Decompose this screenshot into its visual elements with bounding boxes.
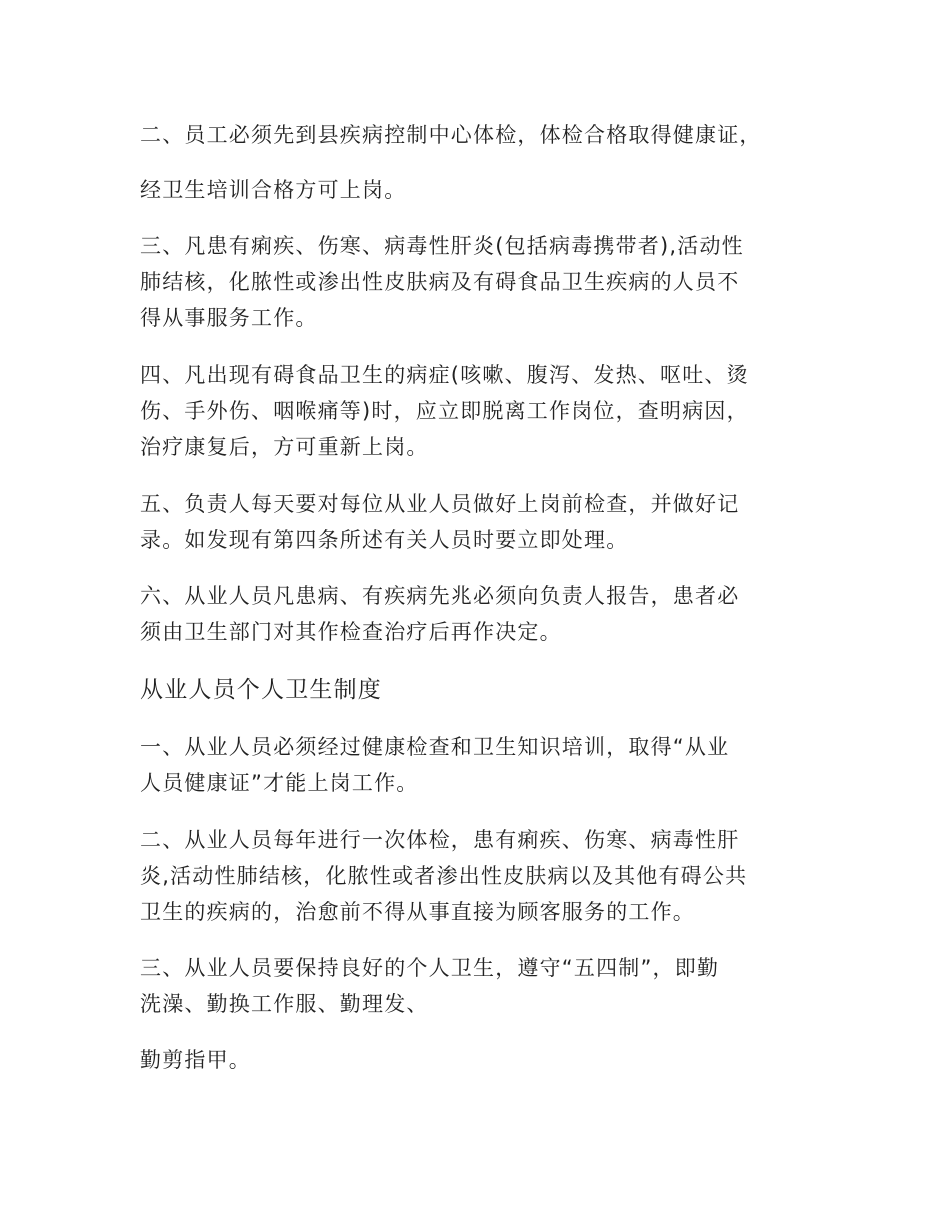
text-line: 肺结核，化脓性或渗出性皮肤病及有碍食品卫生疾病的人员不 [140,270,740,294]
text-line: 得从事服务工作。 [140,306,318,330]
paragraph-daily-check [140,486,820,558]
text-line: 人员健康证”才能上岗工作。 [140,771,419,795]
text-line: 卫生的疾病的，治愈前不得从事直接为顾客服务的工作。 [140,900,695,924]
paragraph-disease-restrictions [140,228,820,336]
text-line: 治疗康复后，方可重新上岗。 [140,435,429,459]
paragraph-training [140,729,820,801]
text-line: 一、从业人员必须经过健康检查和卫生知识培训，取得“从业 [140,735,730,759]
text-line: 六、从业人员凡患病、有疾病先兆必须向负责人报告，患者必 [140,584,740,608]
paragraph-symptoms [140,357,820,465]
paragraph-health-certificate-cont [140,172,820,208]
text-line: 二、员工必须先到县疾病控制中心体检，体检合格取得健康证， [140,123,762,147]
text-line: 经卫生培训合格方可上岗。 [140,178,407,202]
paragraph-personal-hygiene [140,950,820,1022]
paragraph-annual-exam [140,822,820,930]
paragraph-nails [140,1042,820,1078]
paragraph-health-certificate [140,117,820,153]
paragraph-illness-report [140,578,820,650]
text-line: 四、凡出现有碍食品卫生的病症(咳嗽、腹泻、发热、呕吐、烫 [140,363,749,387]
text-line: 炎,活动性肺结核，化脓性或者渗出性皮肤病以及其他有碍公共 [140,864,748,888]
text-line: 须由卫生部门对其作检查治疗后再作决定。 [140,620,562,644]
text-line: 五、负责人每天要对每位从业人员做好上岗前检查，并做好记 [140,492,740,516]
text-line: 三、从业人员要保持良好的个人卫生，遵守“五四制”，即勤 [140,956,720,980]
text-line: 二、从业人员每年进行一次体检，患有痢疾、伤寒、病毒性肝 [140,828,740,852]
section-heading: 从业人员个人卫生制度 [140,677,382,703]
text-line: 伤、手外伤、咽喉痛等)时，应立即脱离工作岗位，查明病因， [140,399,749,423]
text-line: 三、凡患有痢疾、伤寒、病毒性肝炎(包括病毒携带者),活动性 [140,234,744,258]
text-line: 勤剪指甲。 [140,1048,251,1072]
text-line: 洗澡、勤换工作服、勤理发、 [140,992,429,1016]
text-line: 录。如发现有第四条所述有关人员时要立即处理。 [140,528,629,552]
